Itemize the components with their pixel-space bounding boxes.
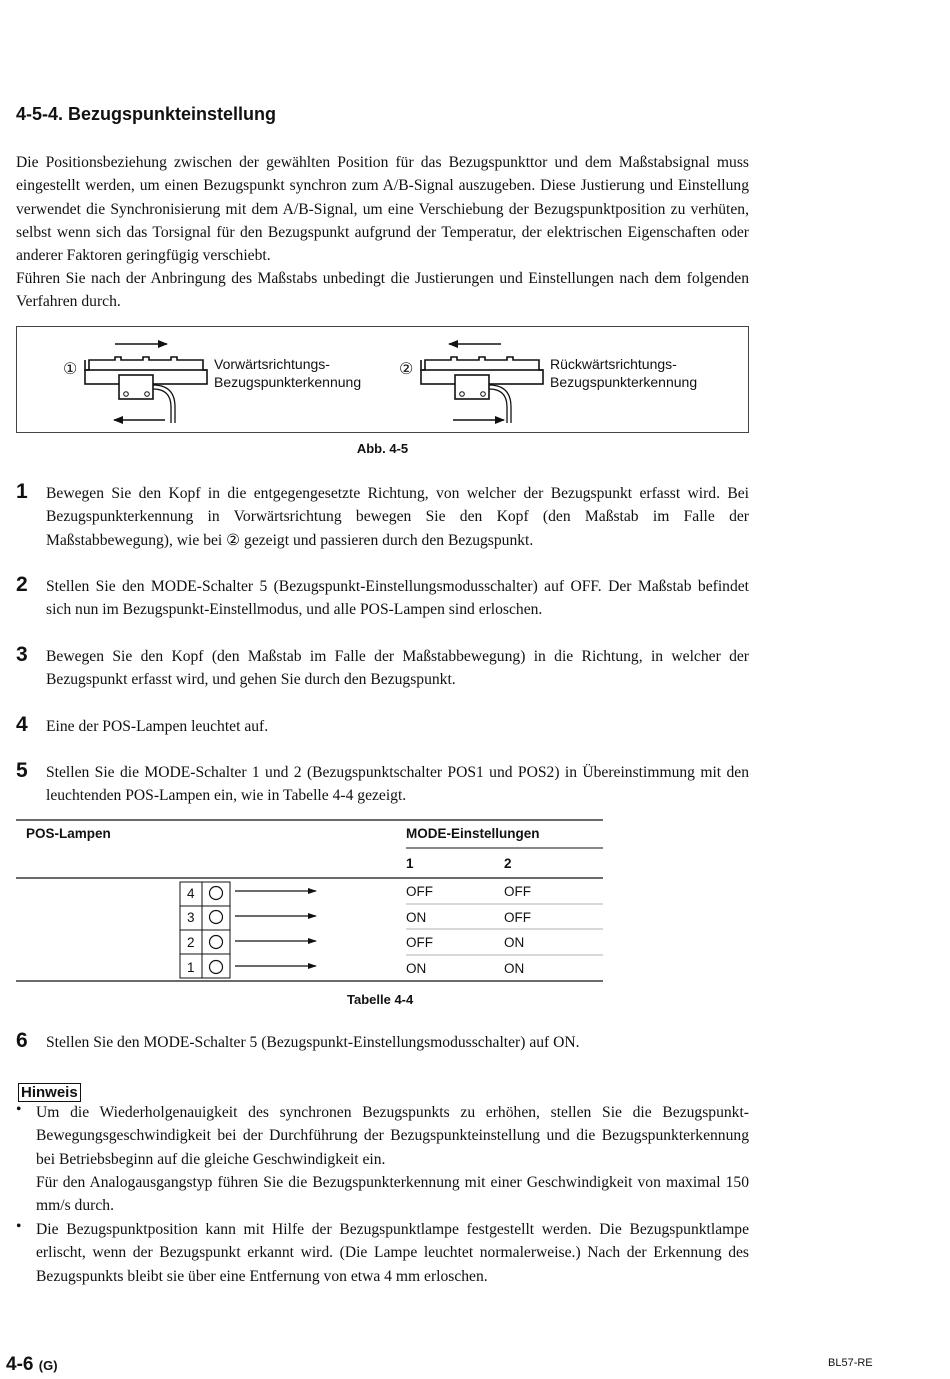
lamp-number: 3 xyxy=(187,910,195,925)
intro-paragraph-2: Führen Sie nach der Anbringung des Maßstabs unbedingt die Justierungen und Einstellungen nach dem folgenden Verfahren durch. xyxy=(16,270,749,311)
document-code: BL57-RE xyxy=(828,1357,873,1369)
step-6-text: Stellen Sie den MODE-Schalter 5 (Bezugspunkt-Einstellungsmodusschalter) auf ON. xyxy=(46,1034,580,1051)
table-caption: Tabelle 4-4 xyxy=(347,992,414,1007)
table-header-mode: MODE-Einstellungen xyxy=(406,826,540,841)
table-cell-mode1: OFF xyxy=(406,935,433,950)
pos-lamp-4-icon xyxy=(210,887,223,900)
table-cell-mode2: OFF xyxy=(504,910,531,925)
mode-table xyxy=(16,819,603,984)
table-cell-mode1: ON xyxy=(406,961,427,976)
note-bullet-2: Die Bezugspunktposition kann mit Hilfe der Bezugspunktlampe festgestellt werden. Die Bezugspunktlampe erlischt, wenn der Bezugspunkt erkannt wird. (Die Lampe leuchtet normalerweise.) Nach der Erkennung des Bezugspunkts bleibt sie über eine Entfernung von etwa 4 mm erloschen. xyxy=(36,1221,749,1285)
figure-box xyxy=(16,326,749,433)
step-3-number: 3 xyxy=(16,643,28,666)
figure-label-forward-line2: Bezugspunkterkennung xyxy=(214,374,362,390)
step-1-number: 1 xyxy=(16,480,28,503)
figure-label-backward-line1: Rückwärtsrichtungs- xyxy=(550,356,677,372)
table-subheader-2: 2 xyxy=(504,856,512,871)
table-cell-mode1: ON xyxy=(406,910,427,925)
step-5-number: 5 xyxy=(16,759,28,782)
note-bullet-2-symbol: • xyxy=(16,1218,22,1235)
step-2-number: 2 xyxy=(16,573,28,596)
pos-lamp-1-icon xyxy=(210,961,223,974)
lamp-number: 4 xyxy=(187,886,195,901)
table-cell-mode1: OFF xyxy=(406,884,433,899)
pos-lamp-2-icon xyxy=(210,936,223,949)
step-5-text: Stellen Sie die MODE-Schalter 1 und 2 (Bezugspunktschalter POS1 und POS2) in Übereinstimmung mit den leuchtenden POS-Lampen ein, wie in Tabelle 4-4 gezeigt. xyxy=(46,764,749,805)
mode-table-lines xyxy=(16,819,603,984)
step-4-number: 4 xyxy=(16,713,28,736)
figure-label-backward xyxy=(550,355,697,391)
intro-paragraph-1: Die Positionsbeziehung zwischen der gewählten Position für das Bezugspunkttor und dem Maßstabsignal muss eingestellt werden, um einen Bezugspunkt synchron zum A/B-Signal auszugeben. Diese Justierung und Einstellung verwendet die Synchronisierung mit dem A/B-Signal, um eine Verschiebung der Bezugspunktposition zu verhüten, selbst wenn sich das Torsignal für den Bezugspunkt aufgrund der Temperatur, der elektrischen Eigenschaften oder anderer Faktoren geringfügig verschiebt. xyxy=(16,154,749,265)
page-number xyxy=(6,1354,58,1376)
step-1-text: Bewegen Sie den Kopf in die entgegengesetzte Richtung, von welcher der Bezugspunkt erfasst wird. Bei Bezugspunkterkennung in Vorwärtsrichtung bewegen Sie den Kopf (den Maßstab im Falle der Maßstabbewegung), wie bei ② gezeigt und passieren durch den Bezugspunkt. xyxy=(46,485,749,549)
table-header-pos: POS-Lampen xyxy=(26,826,111,841)
figure-caption: Abb. 4-5 xyxy=(356,441,409,456)
figure-label-forward xyxy=(214,355,361,391)
note-bullet-1-symbol: • xyxy=(16,1101,22,1118)
section-title: 4-5-4. Bezugspunkteinstellung xyxy=(16,104,277,124)
table-cell-mode2: ON xyxy=(504,935,525,950)
page-number-suffix: (G) xyxy=(38,1358,58,1373)
figure-number-2: ② xyxy=(399,361,414,378)
note-bullet-1: Um die Wiederholgenauigkeit des synchronen Bezugspunkts zu erhöhen, stellen Sie die Bezugspunkt-Bewegungsgeschwindigkeit bei der Durchführung der Bezugspunkteinstellung und die Bezugspunkterkennung bei Betriebsbeginn auf die gleiche Geschwindigkeit ein. xyxy=(36,1104,749,1168)
note-bullet-1-extra: Für den Analogausgangstyp führen Sie die Bezugspunkterkennung mit einer Geschwindigkeit von maximal 150 mm/s durch. xyxy=(36,1174,749,1215)
scale-diagram-backward xyxy=(421,344,543,423)
table-cell-mode2: OFF xyxy=(504,884,531,899)
pos-lamp-3-icon xyxy=(210,911,223,924)
step-6-number: 6 xyxy=(16,1029,28,1052)
note-label: Hinweis xyxy=(18,1083,81,1102)
table-cell-mode2: ON xyxy=(504,961,525,976)
figure-number-1: ① xyxy=(63,361,78,378)
table-subheader-1: 1 xyxy=(406,856,414,871)
step-3-text: Bewegen Sie den Kopf (den Maßstab im Falle der Maßstabbewegung) in die Richtung, in welcher der Bezugspunkt erfasst wird, und gehen Sie durch den Bezugspunkt. xyxy=(46,648,749,689)
scale-diagram-forward xyxy=(85,344,207,423)
page-number-value: 4-6 xyxy=(6,1354,34,1375)
step-4-text: Eine der POS-Lampen leuchtet auf. xyxy=(46,718,269,735)
lamp-number: 2 xyxy=(187,935,195,950)
lamp-number: 1 xyxy=(187,960,195,975)
figure-label-backward-line2: Bezugspunkterkennung xyxy=(550,374,698,390)
step-2-text: Stellen Sie den MODE-Schalter 5 (Bezugspunkt-Einstellungsmodusschalter) auf OFF. Der Maßstab befindet sich nun im Bezugspunkt-Einstellmodus, und alle POS-Lampen sind erloschen. xyxy=(46,578,749,619)
figure-label-forward-line1: Vorwärtsrichtungs- xyxy=(214,356,330,372)
